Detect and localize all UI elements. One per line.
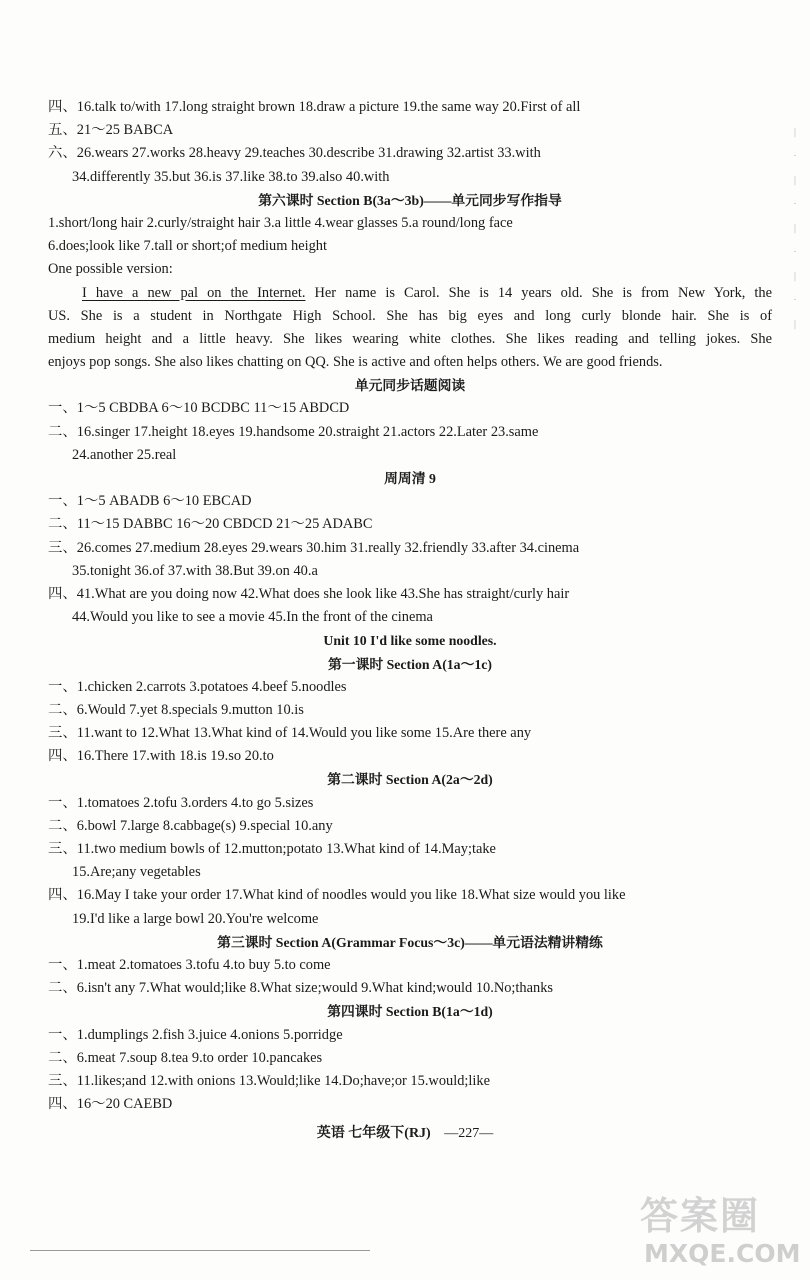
- essay-line: medium height and a little heavy. She likes wearing white clothes. She likes reading and telling jokes. She: [48, 330, 772, 347]
- watermark: [630, 1192, 800, 1274]
- essay-line: US. She is a student in Northgate High School. She has big eyes and long curly blonde hair. She is of: [48, 307, 772, 324]
- underlined-topic-sentence: I have a new pal on the Internet.: [82, 284, 306, 301]
- answer-content: [48, 96, 772, 1116]
- answer-line: 四、16.There 17.with 18.is 19.so 20.to: [48, 748, 274, 765]
- footer-subject: 英语 七年级下(RJ): [316, 1126, 431, 1141]
- answer-line: 三、11.likes;and 12.with onions 13.Would;like 14.Do;have;or 15.would;like: [48, 1072, 490, 1089]
- bottom-rule: [30, 1250, 370, 1251]
- page-number: —227—: [444, 1126, 494, 1141]
- watermark-logo: 答案圈: [640, 1194, 761, 1238]
- answer-line: 四、16.talk to/with 17.long straight brown 18.draw a picture 19.the same way 20.First of all: [48, 99, 581, 115]
- answer-line: 二、6.Would 7.yet 8.specials 9.mutton 10.is: [48, 701, 304, 718]
- answer-line: 四、41.What are you doing now 42.What does she look like 43.She has straight/curly hair: [48, 585, 570, 602]
- answer-line: 一、1.tomatoes 2.tofu 3.orders 4.to go 5.sizes: [48, 794, 314, 811]
- answer-line: 6.does;look like 7.tall or short;of medium height: [48, 238, 327, 255]
- answer-line: 三、26.comes 27.medium 28.eyes 29.wears 30.him 31.really 32.friendly 33.after 34.cinema: [48, 539, 580, 556]
- section-heading: 第四课时 Section B(1a～1d): [327, 1004, 493, 1020]
- answer-line-continued: 44.Would you like to see a movie 45.In the front of the cinema: [72, 609, 433, 626]
- answer-line: 二、11～15 DABBC 16～20 CBDCD 21～25 ADABC: [48, 516, 373, 533]
- answer-line: 四、16～20 CAEBD: [48, 1096, 173, 1113]
- answer-line: 一、1.chicken 2.carrots 3.potatoes 4.beef 5.noodles: [48, 678, 347, 695]
- section-heading: 单元同步话题阅读: [354, 378, 466, 394]
- answer-line: 一、1～5 CBDBA 6～10 BCDBC 11～15 ABDCD: [48, 400, 350, 417]
- watermark-url: MXQE.COM: [644, 1239, 801, 1268]
- answer-line: 四、16.May I take your order 17.What kind of noodles would you like 18.What size would you like: [48, 887, 626, 904]
- section-heading: 第二课时 Section A(2a～2d): [327, 772, 493, 788]
- essay-text: Her name is Carol. She is 14 years old. She is from New York, the: [305, 284, 772, 301]
- section-heading: 周周清 9: [384, 471, 436, 486]
- section-heading: Unit 10 I'd like some noodles.: [323, 633, 497, 649]
- answer-line: 五、21～25 BABCA: [48, 122, 174, 139]
- answer-line: 二、6.bowl 7.large 8.cabbage(s) 9.special 10.any: [48, 817, 333, 834]
- answer-line-continued: 34.differently 35.but 36.is 37.like 38.to 39.also 40.with: [72, 168, 390, 185]
- answer-line: 二、6.meat 7.soup 8.tea 9.to order 10.pancakes: [48, 1049, 323, 1066]
- answer-line: 三、11.two medium bowls of 12.mutton;potato 13.What kind of 14.May;take: [48, 841, 496, 857]
- page-footer: [0, 1122, 810, 1142]
- answer-line: 一、1.dumplings 2.fish 3.juice 4.onions 5.porridge: [48, 1026, 343, 1043]
- answer-line: 一、1～5 ABADB 6～10 EBCAD: [48, 493, 252, 510]
- answer-line: 1.short/long hair 2.curly/straight hair 3.a little 4.wear glasses 5.a round/long face: [48, 214, 513, 231]
- answer-line: 一、1.meat 2.tomatoes 3.tofu 4.to buy 5.to come: [48, 956, 331, 973]
- answer-line: One possible version:: [48, 261, 173, 278]
- margin-bleed-marks: | · | · | · | · |: [793, 126, 797, 330]
- answer-line-continued: 19.I'd like a large bowl 20.You're welcome: [72, 910, 319, 927]
- answer-line-continued: 35.tonight 36.of 37.with 38.But 39.on 40.a: [72, 562, 318, 579]
- answer-line: 二、6.isn't any 7.What would;like 8.What size;would 9.What kind;would 10.No;thanks: [48, 980, 553, 997]
- answer-line: 六、26.wears 27.works 28.heavy 29.teaches 30.describe 31.drawing 32.artist 33.with: [48, 145, 541, 162]
- answer-line-continued: 15.Are;any vegetables: [72, 864, 201, 881]
- section-heading: 第三课时 Section A(Grammar Focus～3c)——单元语法精讲精练: [217, 934, 603, 950]
- section-heading: 第六课时 Section B(3a～3b)——单元同步写作指导: [258, 192, 562, 208]
- essay-line: [48, 282, 772, 305]
- answer-line: 二、16.singer 17.height 18.eyes 19.handsome 20.straight 21.actors 22.Later 23.same: [48, 423, 539, 440]
- answer-line: 三、11.want to 12.What 13.What kind of 14.Would you like some 15.Are there any: [48, 725, 532, 742]
- essay-line: enjoys pop songs. She also likes chatting on QQ. She is active and often helps others. We are good friends.: [48, 354, 663, 371]
- section-heading: 第一课时 Section A(1a～1c): [327, 656, 492, 672]
- answer-line-continued: 24.another 25.real: [72, 446, 177, 463]
